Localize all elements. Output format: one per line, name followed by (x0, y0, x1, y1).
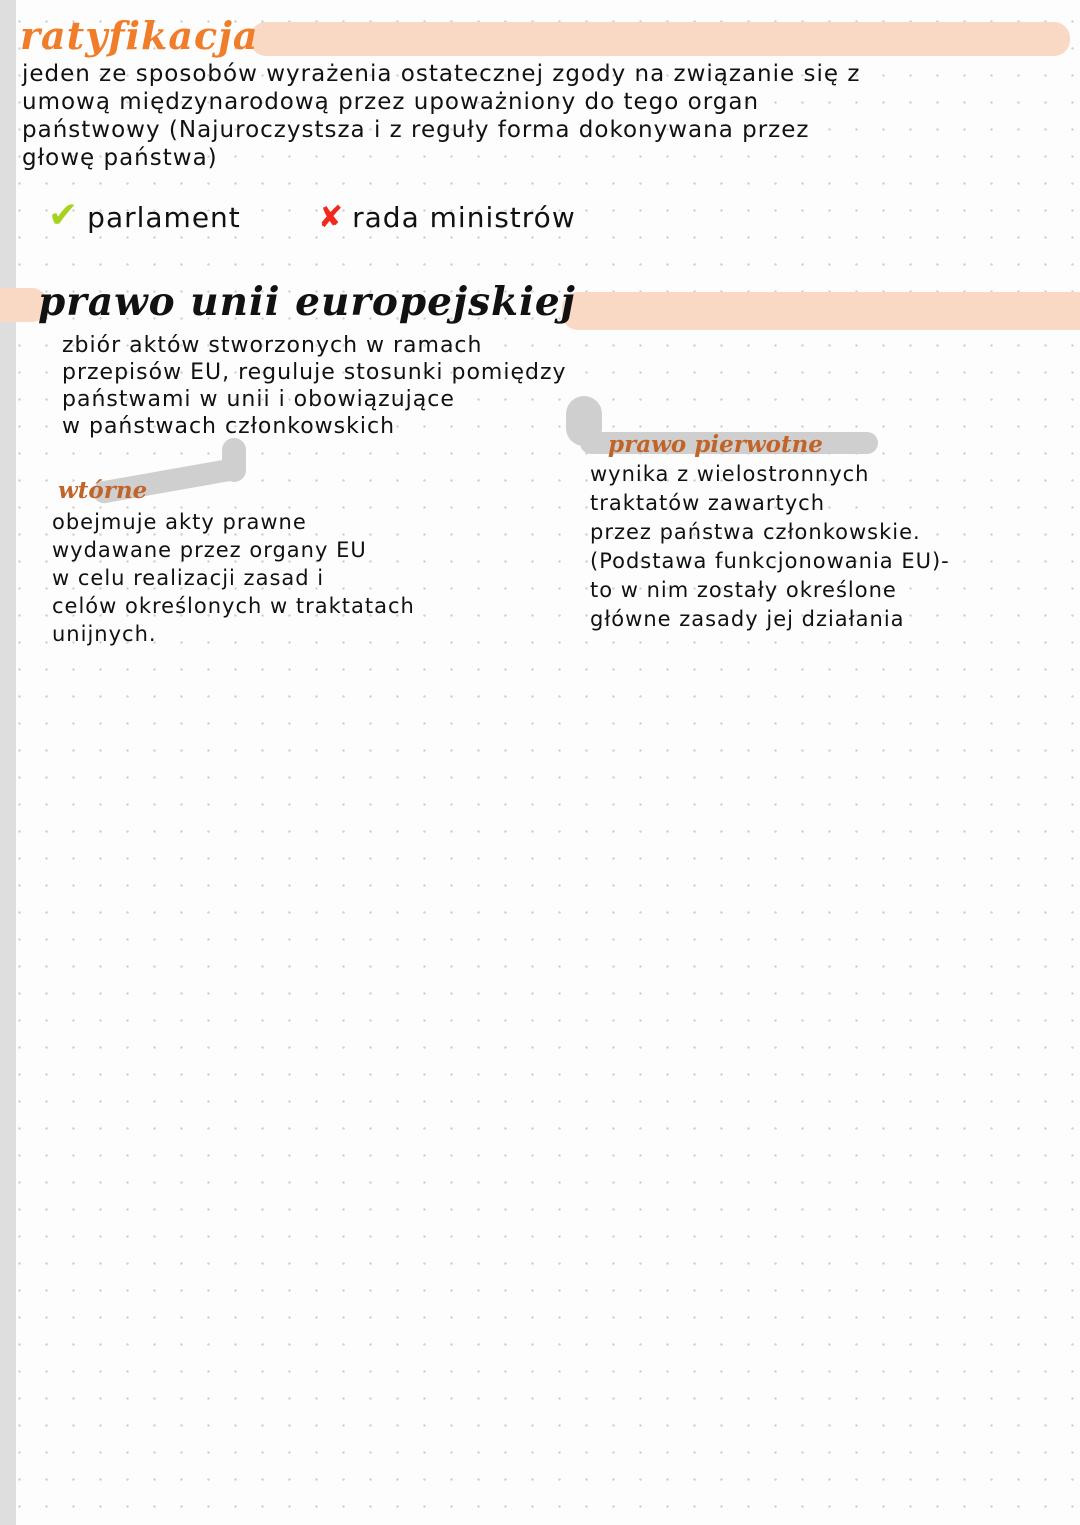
wtorne-heading: wtórne (58, 477, 148, 504)
cross-icon: ✘ (318, 200, 345, 235)
ratyfikacja-line-2: umową międzynarodową przez upoważniony do tego organ (22, 89, 760, 115)
wtorne-line-4: celów określonych w traktatach (52, 594, 415, 618)
rada-ministrow-label: rada ministrów (352, 201, 576, 234)
prawo-ue-heading: prawo unii europejskiej (38, 279, 576, 325)
wtorne-definition (52, 508, 415, 648)
ratyfikacja-highlight (250, 22, 1070, 56)
grey-marker-stroke-left-tail (222, 438, 246, 482)
pierwotne-definition (590, 460, 950, 634)
ratyfikacja-line-1: jeden ze sposobów wyrażenia ostatecznej zgody na związanie się z (22, 61, 861, 87)
wtorne-line-1: obejmuje akty prawne (52, 510, 307, 534)
pierwotne-line-3: przez państwa członkowskie. (590, 520, 921, 544)
notebook-margin (0, 0, 16, 1525)
prawo-ue-definition (62, 332, 567, 440)
ratyfikacja-parlament-item (48, 195, 241, 236)
ratyfikacja-definition (22, 60, 860, 172)
pierwotne-line-5: to w nim zostały określone (590, 578, 897, 602)
pierwotne-line-4: (Podstawa funkcjonowania EU)- (590, 549, 950, 573)
ratyfikacja-line-3: państwowy (Najuroczystsza i z reguły forma dokonywana przez (22, 117, 810, 143)
parlament-label: parlament (87, 201, 241, 234)
check-icon: ✔ (48, 195, 80, 236)
prawo-ue-line-1: zbiór aktów stworzonych w ramach (62, 333, 483, 358)
grey-marker-stroke-right-tail (566, 396, 602, 446)
prawo-ue-highlight-right (562, 292, 1080, 330)
pierwotne-line-6: główne zasady jej działania (590, 607, 905, 631)
pierwotne-line-1: wynika z wielostronnych (590, 462, 870, 486)
pierwotne-line-2: traktatów zawartych (590, 491, 826, 515)
wtorne-line-5: unijnych. (52, 622, 157, 646)
prawo-ue-line-2: przepisów EU, reguluje stosunki pomiędzy (62, 360, 567, 385)
pierwotne-heading: prawo pierwotne (608, 431, 823, 458)
prawo-ue-line-4: w państwach członkowskich (62, 414, 396, 439)
wtorne-line-2: wydawane przez organy EU (52, 538, 367, 562)
ratyfikacja-line-4: głowę państwa) (22, 145, 218, 171)
ratyfikacja-heading: ratyfikacja (20, 13, 259, 58)
ratyfikacja-rada-item (318, 200, 576, 236)
prawo-ue-line-3: państwami w unii i obowiązujące (62, 387, 455, 412)
wtorne-line-3: w celu realizacji zasad i (52, 566, 325, 590)
